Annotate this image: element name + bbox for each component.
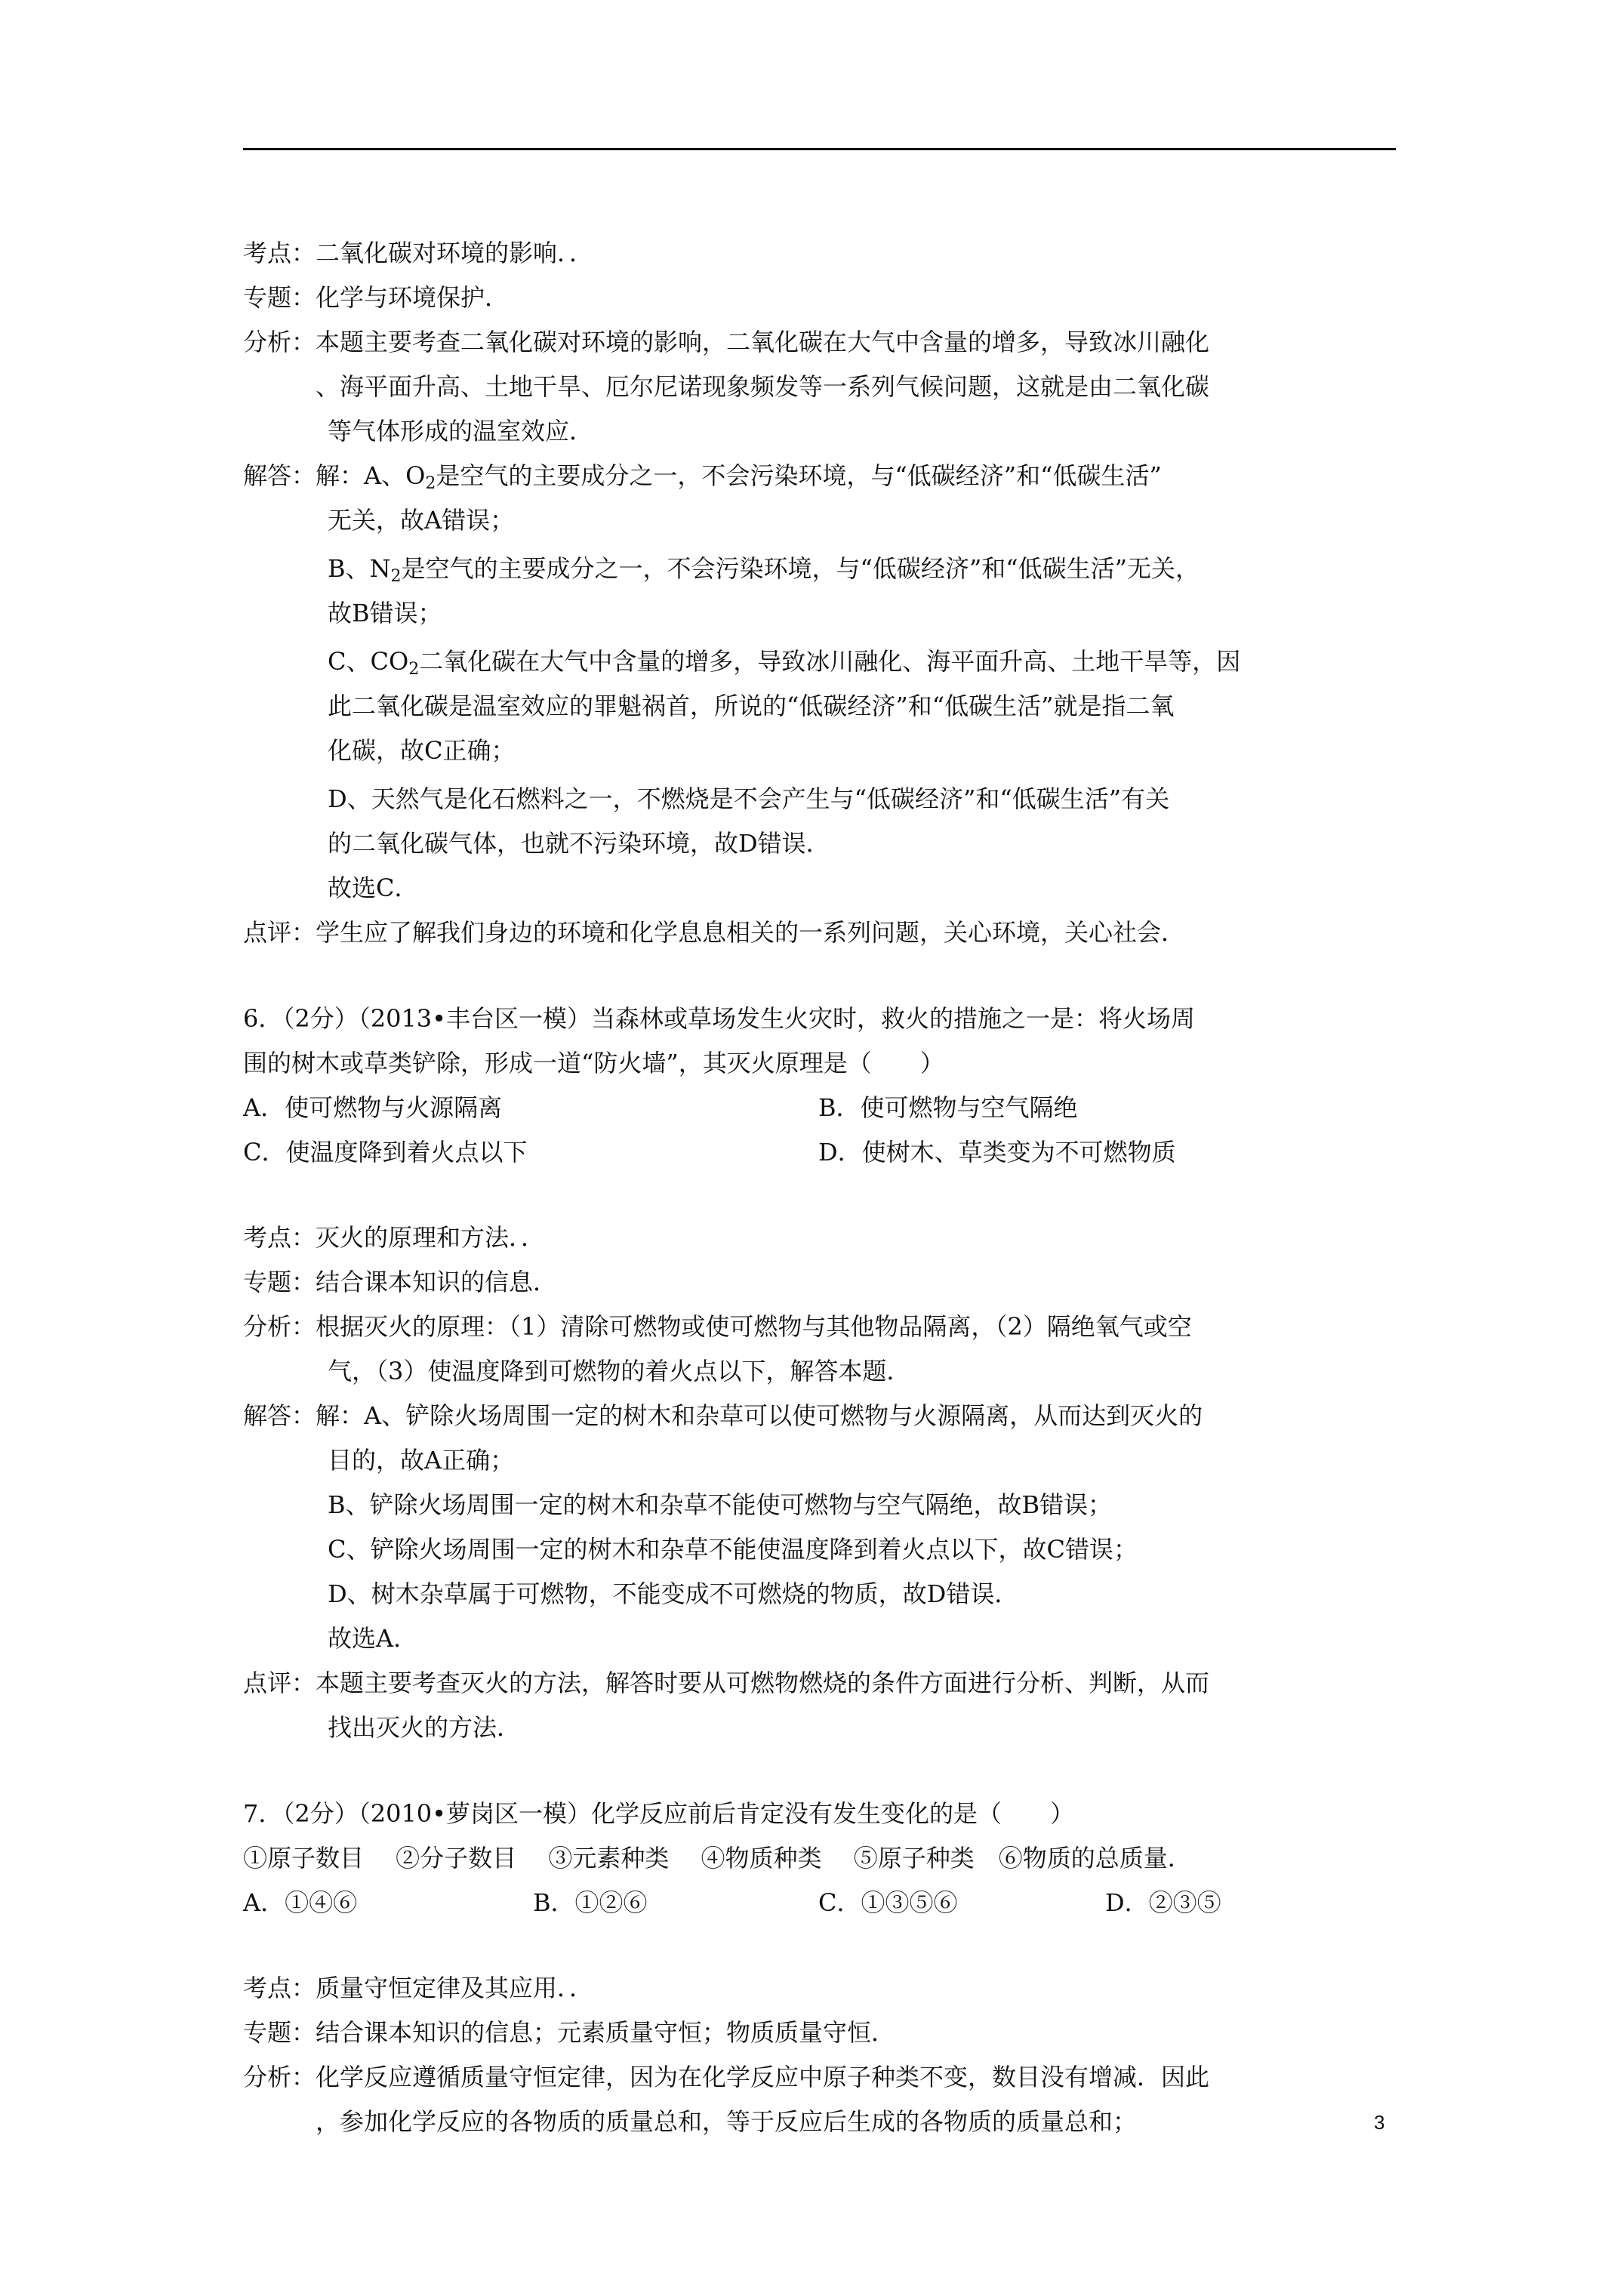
kaodian-label: 考点： [243,1974,316,2002]
q6-jieda [243,1399,1203,1432]
q5-jieda-b1 [328,552,1200,585]
q5-jieda-c1-pre: C、CO [328,647,409,676]
q6-stem-line-1: 6．（2分）（2013•丰台区一模）当森林或草场发生火灾时，救火的措施之一是：将火场周 [243,1004,1196,1033]
q7-zhuanti-text: 结合课本知识的信息；元素质量守恒；物质质量守恒． [316,2018,896,2047]
jieda-label: 解答： [243,461,316,490]
q5-jieda-c1-post: 二氧化碳在大气中含量的增多，导致冰川融化、海平面升高、土地干旱等，因 [419,647,1241,676]
q7-kaodian [243,1971,593,2005]
q5-fenxi-line-3: 等气体形成的温室效应． [328,417,594,445]
q5-jieda-a1-pre: 解：A、O [316,461,426,490]
q7-items: ①原子数目 ②分子数目 ③元素种类 ④物质种类 ⑤原子种类 ⑥物质的总质量． [243,1844,1192,1872]
q6-dianping-line-1: 本题主要考查灭火的方法，解答时要从可燃物燃烧的条件方面进行分析、判断，从而 [316,1669,1210,1697]
zhuanti-label: 专题： [243,283,316,312]
jieda-label: 解答： [243,1401,316,1430]
q5-jieda-d1: D、天然气是化石燃料之一，不燃烧是不会产生与“低碳经济”和“低碳生活”有关 [328,784,1170,813]
q6-option-a: A．使可燃物与火源隔离 [243,1093,503,1122]
q5-kaodian-text: 二氧化碳对环境的影响．． [316,239,594,267]
q7-option-d: D．②③⑤ [1105,1888,1221,1917]
q5-jieda-a2: 无关，故A错误； [328,506,515,535]
q5-jieda [243,459,1162,492]
kaodian-label: 考点： [243,239,316,267]
q5-dianping-text: 学生应了解我们身边的环境和化学息息相关的一系列问题，关心环境，关心社会． [316,918,1186,947]
q5-jieda-c1 [328,645,1240,678]
fenxi-label: 分析： [243,328,316,356]
q7-fenxi [243,2060,1209,2094]
q5-jieda-a1-post: 是空气的主要成分之一，不会污染环境，与“低碳经济”和“低碳生活” [436,461,1162,490]
q5-jieda-c1-sub: 2 [408,660,420,679]
q5-jieda-c2: 此二氧化碳是温室效应的罪魁祸首，所说的“低碳经济”和“低碳生活”就是指二氧 [328,692,1175,720]
q6-option-b: B．使可燃物与空气隔绝 [818,1093,1078,1122]
q6-jieda-line-1: 解：A、铲除火场周围一定的树木和杂草可以使可燃物与火源隔离，从而达到灭火的 [316,1401,1203,1430]
q6-stem-line-2: 围的树木或草类铲除，形成一道“防火墙”，其灭火原理是（ ） [243,1049,944,1077]
q5-jieda-a1-sub: 2 [425,474,436,493]
q7-fenxi-line-1: 化学反应遵循质量守恒定律，因为在化学反应中原子种类不变，数目没有增减．因此 [316,2063,1210,2091]
q6-jieda-line-5: D、树木杂草属于可燃物，不能变成不可燃烧的物质，故D错误． [328,1579,1019,1608]
q6-dianping-line-2: 找出灭火的方法． [328,1713,522,1742]
q6-zhuanti-text: 结合课本知识的信息． [316,1268,558,1296]
q6-kaodian [243,1221,545,1254]
q6-fenxi-line-2: 气，（3）使温度降到可燃物的着火点以下，解答本题． [328,1357,911,1385]
q7-fenxi-line-2: ，参加化学反应的各物质的质量总和，等于反应后生成的各物质的质量总和； [316,2107,1138,2136]
q6-jieda-line-4: C、铲除火场周围一定的树木和杂草不能使温度降到着火点以下，故C错误； [328,1535,1138,1564]
fenxi-label: 分析： [243,1312,316,1341]
q5-fenxi [243,325,1209,359]
q7-kaodian-text: 质量守恒定律及其应用．． [316,1974,594,2002]
q7-option-a: A．①④⑥ [243,1888,358,1917]
q6-fenxi [243,1310,1192,1343]
q5-kaodian [243,236,593,270]
q5-zhuanti-text: 化学与环境保护． [316,283,510,312]
q6-option-d: D．使树木、草类变为不可燃物质 [818,1138,1176,1166]
q5-jieda-c3: 化碳，故C正确； [328,736,516,765]
q5-fenxi-line-1: 本题主要考查二氧化碳对环境的影响，二氧化碳在大气中含量的增多，导致冰川融化 [316,328,1210,356]
q5-jieda-b1-pre: B、N [328,554,391,583]
q6-jieda-line-6: 故选A． [328,1624,418,1653]
q6-kaodian-text: 灭火的原理和方法．． [316,1223,546,1252]
page-number: 3 [1374,2111,1385,2134]
q6-dianping [243,1666,1209,1700]
q5-dianping [243,916,1185,949]
q5-jieda-d2: 的二氧化碳气体，也就不污染环境，故D错误． [328,829,830,858]
q5-jieda-b2: 故B错误； [328,599,442,627]
q7-option-b: B．①②⑥ [533,1888,648,1917]
q5-jieda-b1-post: 是空气的主要成分之一，不会污染环境，与“低碳经济”和“低碳生活”无关， [401,554,1200,583]
zhuanti-label: 专题： [243,1268,316,1296]
kaodian-label: 考点： [243,1223,316,1252]
q5-jieda-b1-sub: 2 [390,567,402,586]
q6-jieda-line-2: 目的，故A正确； [328,1446,515,1475]
q6-jieda-line-3: B、铲除火场周围一定的树木和杂草不能使可燃物与空气隔绝，故B错误； [328,1490,1113,1519]
q6-fenxi-line-1: 根据灭火的原理：（1）清除可燃物或使可燃物与其他物品隔离，（2）隔绝氧气或空 [316,1312,1192,1341]
fenxi-label: 分析： [243,2063,316,2091]
q5-zhuanti [243,281,509,314]
q7-zhuanti [243,2016,895,2049]
dianping-label: 点评： [243,1669,316,1697]
header-rule [243,148,1396,150]
q7-option-c: C．①③⑤⑥ [818,1888,958,1917]
zhuanti-label: 专题： [243,2018,316,2047]
q6-zhuanti [243,1265,557,1299]
q5-fenxi-line-2: 、海平面升高、土地干旱、厄尔尼诺现象频发等一系列气候问题，这就是由二氧化碳 [316,372,1210,401]
q5-jieda-choice: 故选C． [328,874,419,902]
q6-option-c: C．使温度降到着火点以下 [243,1138,528,1166]
q7-stem: 7．（2分）（2010•萝岗区一模）化学反应前后肯定没有发生变化的是（ ） [243,1799,1075,1828]
dianping-label: 点评： [243,918,316,947]
